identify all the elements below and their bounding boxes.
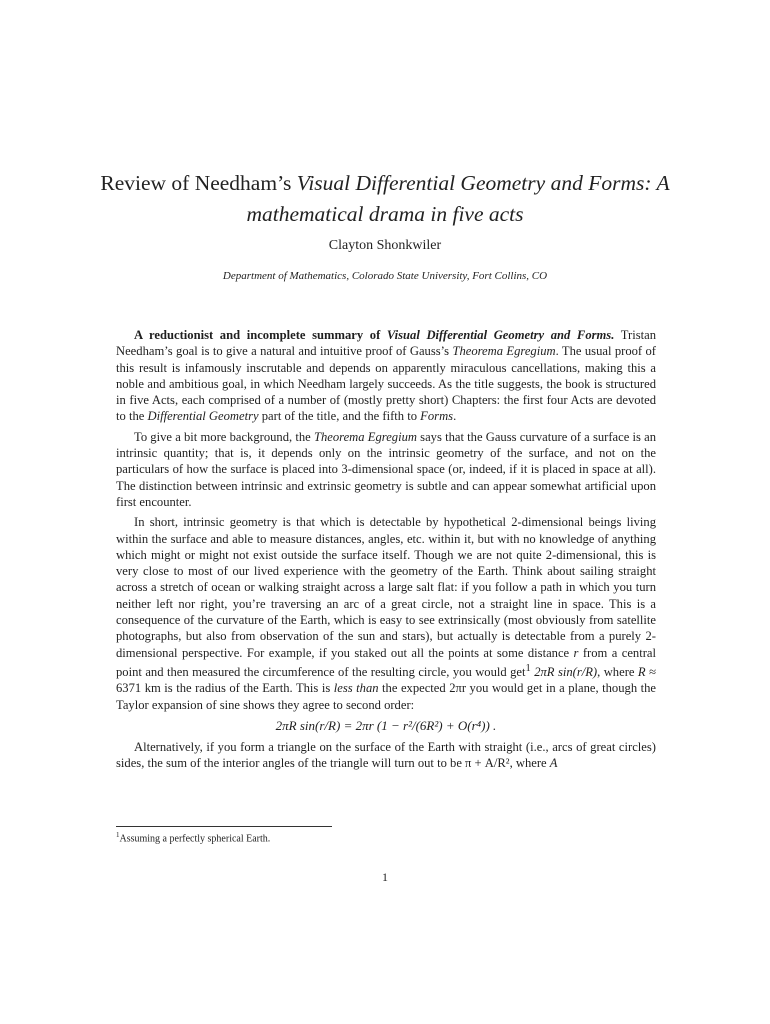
title-italic: Visual Differential Geometry and Forms: A mathematical drama in five acts: [246, 171, 670, 226]
footnote: [116, 831, 656, 844]
p1-text-d: .: [453, 409, 457, 424]
p2-text-b: says that the Gauss curvature of a surface is an intrinsic quantity; that is, it depends only on the intrinsic geometry of the surface, and not on the particulars of how the surface is placed into 3-dimensional space (or, indeed, if it is placed in space at all). The distinction between intrinsic and extrinsic geometry is subtle and can appear somewhat artificial upon first encounter.: [116, 429, 657, 509]
paragraph-2: [116, 429, 656, 510]
p1-forms: Forms: [420, 409, 454, 424]
footnote-rule: [116, 826, 332, 827]
p3-text-a: In short, intrinsic geometry is that which is detectable by hypothetical 2-dimensional beings living within the surface and able to measure distances, angles, etc. within it, but with no knowledge of anything which might or might not exist outside the surface itself. Though we are not quite 2-dimensional, this is very close to most of our lived experience with the geometry of the Earth. Think about sailing straight across a stretch of ocean or walking straight across a large salt flat: if you follow a path in which you turn neither left nor right, you’re traversing an arc of a great circle, not a straight line in space. This is a consequence of the curvature of the Earth, which is easy to see extrinsically (most obviously from satellite photographs, but also from observation of the sun and stars), but actually is detectable from a purely 2-dimensional perspective. For example, if you staked out all the points at some distance: [116, 515, 656, 660]
p3-less-than: less than: [333, 681, 379, 696]
p3-text-e: the expected 2πr you would get in a plane, though the Taylor expansion of sine shows they agree to second order:: [116, 681, 657, 712]
author-affiliation: Department of Mathematics, Colorado State University, Fort Collins, CO: [222, 270, 548, 282]
p3-text-c: , where: [597, 665, 638, 680]
author-name: Clayton Shonkwiler: [328, 238, 442, 253]
p3-R: R: [637, 665, 646, 680]
page-number: 1: [382, 870, 388, 884]
paper-body: [116, 327, 656, 776]
paragraph-4: [116, 739, 656, 772]
p1-theorema: Theorema Egregium: [452, 344, 556, 359]
run-in-heading: [134, 328, 614, 342]
p4-text-a: Alternatively, if you form a triangle on the surface of the Earth with straight (i.e., arcs of great circles) sides, the sum of the interior angles of the triangle will turn out to be π + A/R², where: [116, 740, 656, 771]
p1-text-a: Tristan Needham’s goal is to give a natural and intuitive proof of Gauss’s: [116, 328, 656, 359]
p2-text-a: To give a bit more background, the: [134, 429, 314, 444]
p1-dg: Differential Geometry: [147, 409, 259, 424]
footnote-mark: 1: [525, 662, 531, 674]
p2-theorema: Theorema Egregium: [313, 429, 417, 444]
paper-title: [60, 168, 710, 230]
p4-A: A: [549, 756, 558, 771]
title-plain: Review of Needham’s: [100, 171, 297, 195]
paragraph-3: [116, 514, 656, 713]
footnote-number: 1: [116, 831, 120, 839]
p3-formula: 2πR sin(r/R): [530, 665, 598, 680]
p1-text-b: . The usual proof of this result is infamously inscrutable and depends on apparently miraculous cancellations, making this a noble and ambitious goal, in which Needham largely succeeds. As the title suggests, the book is structured in five Acts, each comprised of a number of (mostly pretty short) Chapters: the first four Acts are devoted to the: [116, 344, 656, 424]
footnote-text: Assuming a perfectly spherical Earth.: [119, 833, 271, 845]
paragraph-1: [116, 327, 656, 425]
p1-text-c: part of the title, and the fifth to: [258, 409, 421, 424]
p3-r: r: [573, 645, 579, 660]
p3-text-d: ≈ 6371 km is the radius of the Earth. This is: [116, 665, 656, 696]
p3-text-b: from a central point and then measured the circumference of the resulting circle, you would get: [116, 645, 656, 680]
display-equation: 2πR sin(r/R) = 2πr (1 − r²/(6R²) + O(r⁴)) .: [275, 718, 497, 734]
run-in-italic: Visual Differential Geometry and Forms.: [386, 328, 615, 342]
run-in-plain: A reductionist and incomplete summary of: [134, 328, 387, 342]
